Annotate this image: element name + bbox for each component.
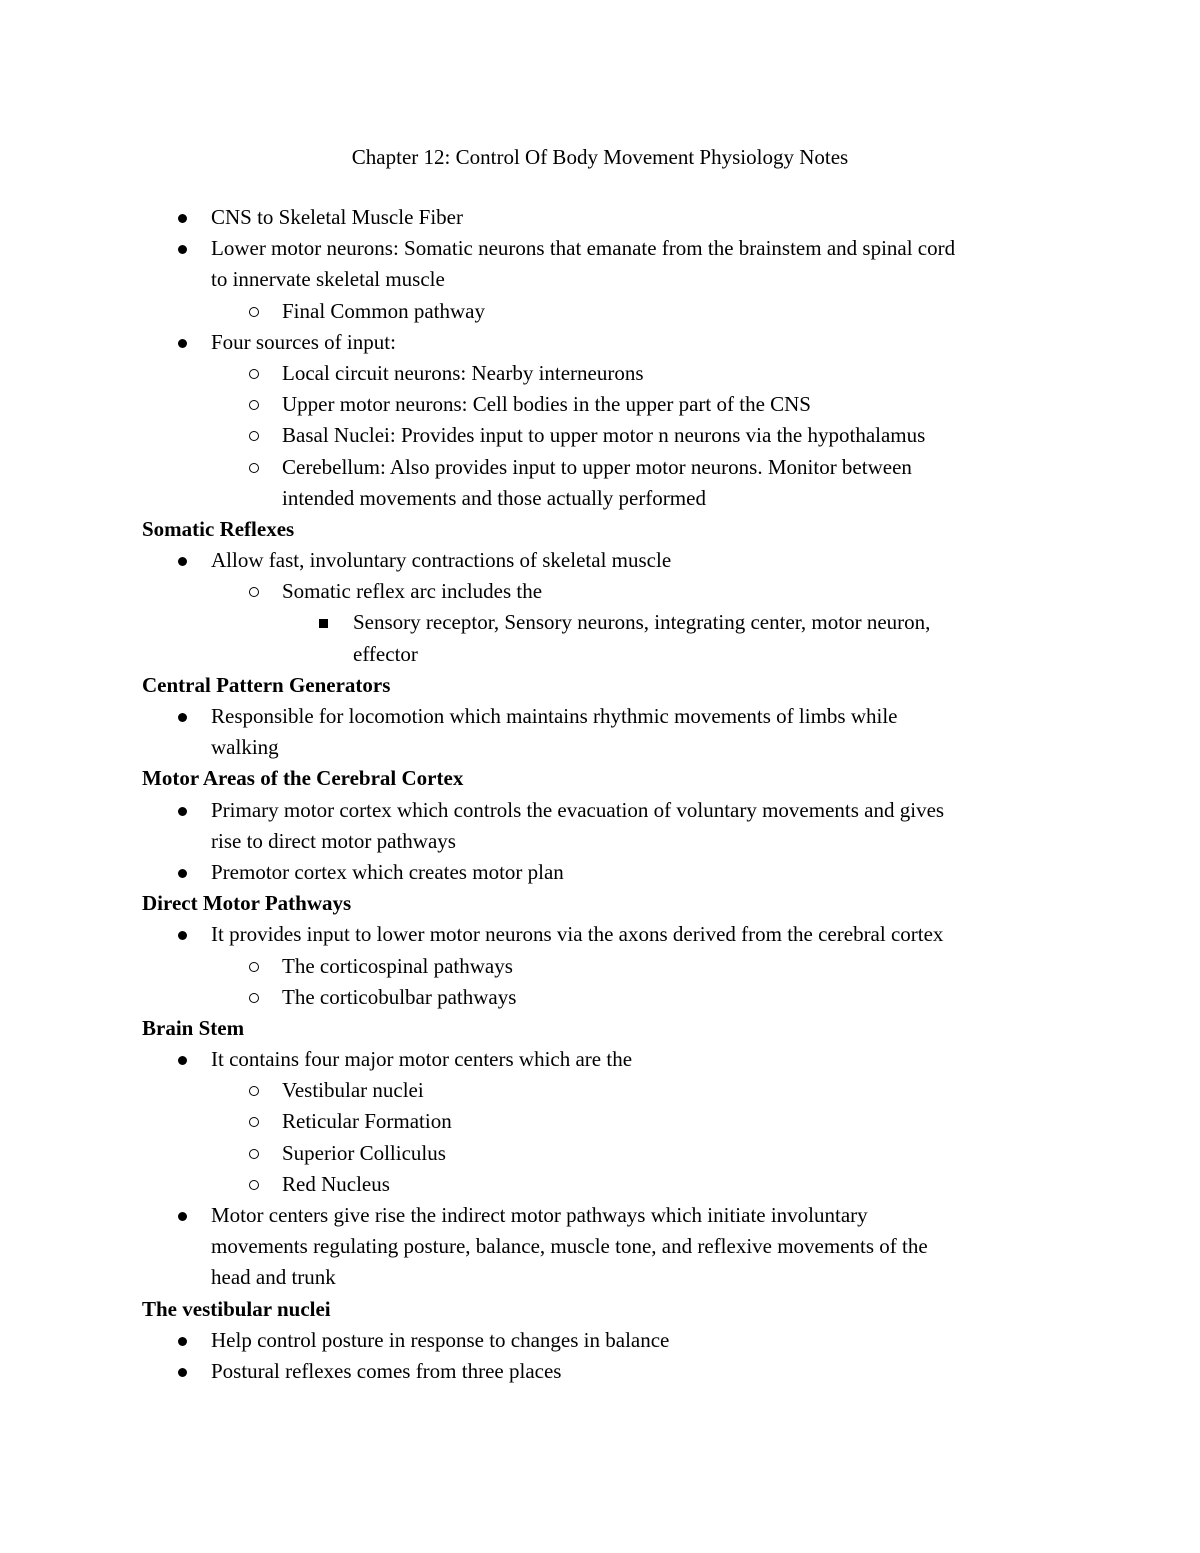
bullet-circle-icon [249, 431, 259, 441]
bullet-disc-icon [178, 339, 187, 348]
bullet-circle-icon [249, 587, 259, 597]
section-heading: Direct Motor Pathways [142, 891, 352, 916]
bullet-item: Primary motor cortex which controls the evacuation of voluntary movements and gives [142, 795, 1062, 826]
bullet-circle-icon [249, 1149, 259, 1159]
bullet-item: Responsible for locomotion which maintains rhythmic movements of limbs while [142, 701, 1062, 732]
bullet-circle-icon [249, 993, 259, 1003]
section-heading: Motor Areas of the Cerebral Cortex [142, 766, 464, 791]
section-heading: Brain Stem [142, 1015, 245, 1040]
bullet-circle-icon [249, 1117, 259, 1127]
section-heading: The vestibular nuclei [142, 1296, 331, 1321]
document-body [142, 202, 1062, 1387]
bullet-continuation: effector [353, 641, 418, 666]
bullet-item: Motor centers give rise the indirect motor pathways which initiate involuntary [142, 1200, 1062, 1231]
sub-bullet-item: Final Common pathway [142, 296, 1062, 327]
bullet-continuation: intended movements and those actually performed [282, 485, 706, 510]
sub-sub-bullet-item: Sensory receptor, Sensory neurons, integrating center, motor neuron, [142, 607, 1062, 638]
bullet-circle-icon [249, 1086, 259, 1096]
sub-bullet-item: Local circuit neurons: Nearby interneurons [142, 358, 1062, 389]
sub-bullet-item: Red Nucleus [142, 1169, 1062, 1200]
bullet-disc-icon [178, 807, 187, 816]
bullet-disc-icon [178, 1337, 187, 1346]
sub-bullet-item: Reticular Formation [142, 1106, 1062, 1137]
page-title: Chapter 12: Control Of Body Movement Physiology Notes [351, 145, 849, 169]
bullet-item: Lower motor neurons: Somatic neurons that emanate from the brainstem and spinal cord [142, 233, 1062, 264]
bullet-item: Allow fast, involuntary contractions of skeletal muscle [142, 545, 1062, 576]
bullet-disc-icon [178, 1212, 187, 1221]
bullet-item: Postural reflexes comes from three places [142, 1356, 1062, 1387]
bullet-circle-icon [249, 400, 259, 410]
bullet-circle-icon [249, 307, 259, 317]
bullet-item: Premotor cortex which creates motor plan [142, 857, 1062, 888]
sub-bullet-item: Cerebellum: Also provides input to upper motor neurons. Monitor between [142, 452, 1062, 483]
sub-bullet-item: The corticobulbar pathways [142, 982, 1062, 1013]
bullet-disc-icon [178, 713, 187, 722]
bullet-circle-icon [249, 369, 259, 379]
sub-bullet-item: Upper motor neurons: Cell bodies in the upper part of the CNS [142, 389, 1062, 420]
bullet-item: Help control posture in response to changes in balance [142, 1325, 1062, 1356]
bullet-disc-icon [178, 869, 187, 878]
bullet-disc-icon [178, 1056, 187, 1065]
bullet-continuation: movements regulating posture, balance, muscle tone, and reflexive movements of the [211, 1234, 928, 1259]
section-heading: Central Pattern Generators [142, 672, 391, 697]
bullet-continuation: head and trunk [211, 1265, 336, 1290]
sub-bullet-item: Basal Nuclei: Provides input to upper motor n neurons via the hypothalamus [142, 420, 1062, 451]
bullet-continuation: walking [211, 735, 279, 760]
sub-bullet-item: Superior Colliculus [142, 1138, 1062, 1169]
bullet-continuation: to innervate skeletal muscle [211, 267, 445, 292]
section-heading: Somatic Reflexes [142, 516, 295, 541]
bullet-circle-icon [249, 1180, 259, 1190]
sub-bullet-item: Somatic reflex arc includes the [142, 576, 1062, 607]
bullet-continuation: rise to direct motor pathways [211, 828, 456, 853]
bullet-circle-icon [249, 962, 259, 972]
bullet-square-icon [319, 619, 328, 628]
bullet-item: It contains four major motor centers which are the [142, 1044, 1062, 1075]
bullet-disc-icon [178, 214, 187, 223]
bullet-item: It provides input to lower motor neurons via the axons derived from the cerebral cortex [142, 919, 1062, 950]
sub-bullet-item: The corticospinal pathways [142, 951, 1062, 982]
bullet-disc-icon [178, 931, 187, 940]
bullet-item: CNS to Skeletal Muscle Fiber [142, 202, 1062, 233]
bullet-disc-icon [178, 557, 187, 566]
bullet-disc-icon [178, 1368, 187, 1377]
bullet-circle-icon [249, 463, 259, 473]
bullet-item: Four sources of input: [142, 327, 1062, 358]
sub-bullet-item: Vestibular nuclei [142, 1075, 1062, 1106]
bullet-disc-icon [178, 245, 187, 254]
